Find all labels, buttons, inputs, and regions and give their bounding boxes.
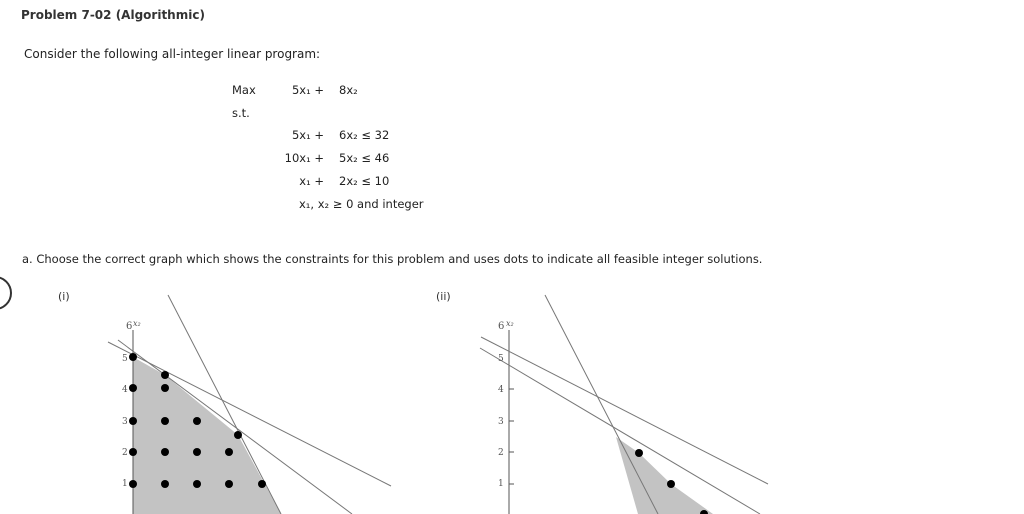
dot-1-5 [161, 371, 169, 379]
dot-1-4 [161, 384, 169, 392]
y-axis-label: x₂ [506, 319, 514, 328]
y-tick-5: 5 [498, 354, 504, 364]
objective-term-2: 8x₂ [339, 83, 358, 97]
constraint-3-term-2: 2x₂ ≤ 10 [339, 174, 390, 188]
dot-3-2 [225, 448, 233, 456]
y-axis-label: x₂ [133, 319, 141, 328]
dot-0-4 [129, 384, 137, 392]
constraint-line-1 [480, 348, 760, 514]
dot-0-5 [129, 353, 137, 361]
y-tick-5: 5 [122, 354, 128, 364]
dot-0-1 [129, 480, 137, 488]
dot-a [635, 449, 643, 457]
constraint-1-term-1: 5x₁ + [291, 128, 324, 142]
constraint-2-term-1: 10x₁ + [284, 151, 324, 165]
y-tick-2: 2 [122, 448, 128, 458]
dot-1-2 [161, 448, 169, 456]
constraint-2-term-2: 5x₂ ≤ 46 [339, 151, 390, 165]
y-tick-6: 6 [126, 321, 133, 332]
radio-option-i[interactable] [0, 276, 12, 310]
y-tick-1: 1 [498, 479, 504, 489]
nonnegativity-constraint: x₁, x₂ ≥ 0 and integer [299, 197, 424, 211]
graph-ii[interactable] [468, 290, 798, 514]
y-tick-4: 4 [498, 385, 504, 395]
dot-2-3 [193, 417, 201, 425]
constraint-line-2 [545, 295, 658, 514]
dot-0-3 [129, 417, 137, 425]
dot-1-3 [161, 417, 169, 425]
dot-0-2 [129, 448, 137, 456]
graph-ii-label: (ii) [436, 290, 451, 303]
y-tick-4: 4 [122, 385, 128, 395]
constraint-1-term-2: 6x₂ ≤ 32 [339, 128, 390, 142]
problem-intro: Consider the following all-integer linear program: [24, 47, 321, 61]
y-tick-2: 2 [498, 448, 504, 458]
objective-label: Max [232, 83, 256, 97]
graph-i[interactable] [90, 290, 420, 514]
graph-i-label: (i) [58, 290, 70, 303]
question-a: a. Choose the correct graph which shows the constraints for this problem and uses dots to indicate all feasible integer solutions. [22, 252, 763, 266]
dot-2-1 [193, 480, 201, 488]
objective-term-1: 5x₁ + [291, 83, 324, 97]
feasible-region [133, 357, 281, 514]
dot-b [667, 480, 675, 488]
y-tick-3: 3 [498, 417, 504, 427]
dot-2-2 [193, 448, 201, 456]
dot-1-1 [161, 480, 169, 488]
dot-4-1 [258, 480, 266, 488]
y-tick-3: 3 [122, 417, 128, 427]
dot-3-3 [234, 431, 242, 439]
constraint-3-term-1: x₁ + [299, 174, 324, 188]
y-tick-6: 6 [498, 321, 505, 332]
problem-title: Problem 7-02 (Algorithmic) [21, 8, 205, 22]
subject-to-label: s.t. [232, 106, 250, 120]
y-tick-1: 1 [122, 479, 128, 489]
dot-3-1 [225, 480, 233, 488]
